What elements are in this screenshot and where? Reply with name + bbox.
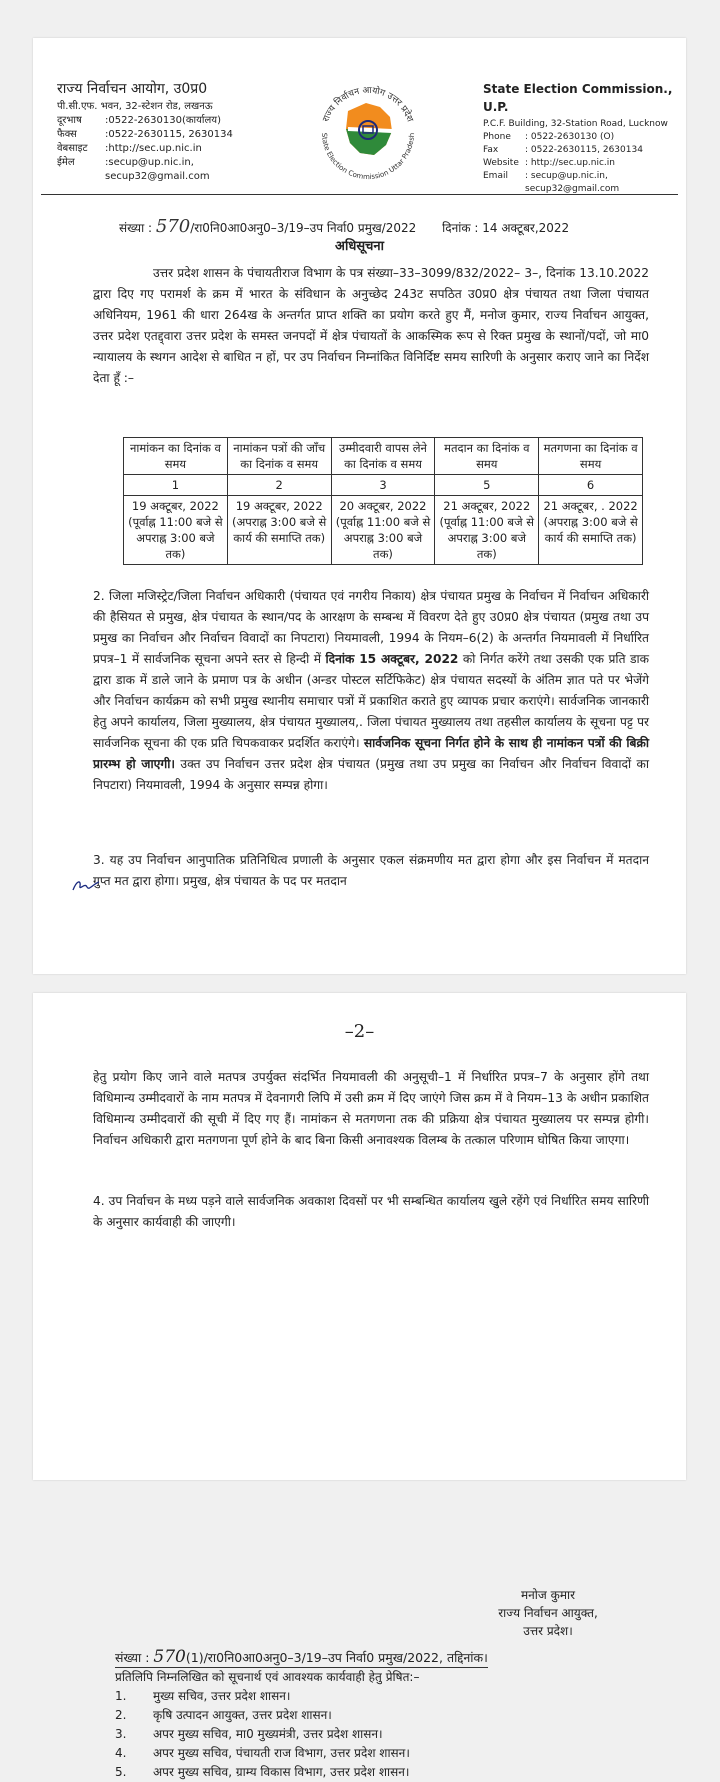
paragraph-2-bold-note: सार्वजनिक सूचना निर्गत होने के साथ ही नामांकन पत्रों की बिक्री प्रारम्भ हो जाएगी। [93,736,650,771]
ref-label: संख्या : [119,221,153,235]
list-text: अपर मुख्य सचिव, मा0 मुख्यमंत्री, उत्तर प्रदेश शासन। [153,1727,383,1741]
list-item [115,1763,410,1782]
svg-text:राज्य निर्वाचन आयोग उत्तर प्रद: राज्य निर्वाचन आयोग उत्तर प्रदेश [321,85,415,124]
paragraph-2-bold-date: दिनांक 15 अक्टूबर, 2022 [325,652,459,666]
contact-value: :http://sec.up.nic.in [105,143,202,154]
table-value-cell: 21 अक्टूबर, . 2022 (अपराह्न 3:00 बजे से कार्य की समाप्ति तक) [539,496,643,565]
contact-value: :0522-2630130(कार्यालय) [105,115,222,126]
header-divider [41,194,678,195]
contact-key: Phone [483,132,511,142]
copy-intro: प्रतिलिपि निम्नलिखित को सूचनार्थ एवं आवश्यक कार्यवाही हेतु प्रेषित:– [115,1670,420,1684]
contact-key: दूरभाष [57,115,82,126]
contact-value: secup32@gmail.com [105,171,210,182]
ref-code: (1)/रा0नि0आ0अनु0–3/19–उप निर्वा0 प्रमुख/2022, तद्दिनांक। [185,1650,488,1665]
list-number: 5. [115,1765,127,1779]
contact-value: : 0522-2630115, 2630134 [525,145,643,155]
contact-value: : secup@up.nic.in, [525,171,608,181]
list-item [115,1725,410,1744]
table-value-cell: 19 अक्टूबर, 2022 (अपराह्न 3:00 बजे से कार्य की समाप्ति तक) [227,496,331,565]
ref-code: /रा0नि0आ0अनु0–3/19–उप निर्वा0 प्रमुख/2022 [190,221,417,235]
paragraph-1: उत्तर प्रदेश शासन के पंचायतीराज विभाग के पत्र संख्या–33–3099/832/2022– 3–, दिनांक 13.10.2022 द्वारा दिए गए परामर्श के क्रम में भारत के संविधान के अनुच्छेद 243ट सपठित उ0प्र0 क्षेत्र पंचायत तथा जिला पंचायत अधिनियम, 1961 की धारा 264ख के अन्तर्गत प्राप्त शक्ति का प्रयोग करते हुए मैं, मनोज कुमार, राज्य निर्वाचन आयुक्त, उत्तर प्रदेश एतद्द्वारा उत्तर प्रदेश के समस्त जनपदों में क्षेत्र पंचायतों के आकस्मिक रूप से रिक्त प्रमुख के स्थानों/पदों, जो मा0 न्यायालय के स्थगन आदेश से बाधित न हों, पर उप निर्वाचन निम्नांकित विनिर्दिष्ट समय सारिणी के अनुसार कराए जाने का निर्देश देता हूँ :– [93,266,649,385]
contact-value: : http://sec.up.nic.in [525,158,615,168]
notice-title: अधिसूचना [335,239,384,254]
table-row [124,496,643,565]
contact-value: :secup@up.nic.in, [105,157,194,168]
table-number-cell: 2 [227,475,331,496]
contact-key: Website [483,158,519,168]
list-number: 1. [115,1689,127,1703]
commission-name-english: State Election Commission., U.P. [483,82,673,114]
table-number-cell: 6 [539,475,643,496]
table-header-cell: नामांकन पत्रों की जाँच का दिनांक व समय [227,438,331,475]
paragraph-3-continued: हेतु प्रयोग किए जाने वाले मतपत्र उपर्युक्त संदर्भित नियमावली की अनुसूची–1 में निर्धारित प्रपत्र–7 के अनुसार होंगे तथा विधिमान्य उम्मीदवारों के नाम मतपत्र में देवनागरी लिपि में उसी क्रम में दिए जाएंगे जिस क्रम में वे नियम–13 के अधीन प्रकाशित विधिमान्य उम्मीदवारों की सूची में दिए गए हैं। नामांकन से मतगणना तक की प्रक्रिया क्षेत्र पंचायत मुख्यालय पर सम्पन्न होगी। निर्वाचन अधिकारी द्वारा मतगणना पूर्ण होने के बाद बिना किसी अनावश्यक विलम्ब के तत्काल परिणाम घोषित किया जाएगा। [93,1070,649,1147]
reference-line [119,216,569,237]
address-hindi: पी.सी.एफ. भवन, 32-स्टेशन रोड, लखनऊ [57,101,213,112]
list-text: मुख्य सचिव, उत्तर प्रदेश शासन। [153,1689,291,1703]
table-value-cell: 21 अक्टूबर, 2022 (पूर्वाह्न 11:00 बजे से अपराह्न 3:00 बजे तक) [435,496,539,565]
table-value-cell: 20 अक्टूबर, 2022 (पूर्वाह्न 11:00 बजे से अपराह्न 3:00 बजे तक) [331,496,435,565]
paragraph-2-text: 2. जिला मजिस्ट्रेट/जिला निर्वाचन अधिकारी (पंचायत एवं नगरीय निकाय) क्षेत्र पंचायत प्रमुख के निर्वाचन में निर्वाचन अधिकारी की हैसियत से प्रमुख, क्षेत्र पंचायत के स्थान/पद के आरक्षण के सम्बन्ध में विवरण देते हुए उ0प्र0 क्षेत्र पंचायत (प्रमुख तथा उप प्रमुख का निर्वाचन और निर्वाचन विवादों का निपटारा) नियमावली, 1994 के नियम–6(2) के अन्तर्गत नियमावली में निर्धारित प्रपत्र–1 में सार्वजनिक सूचना अपने स्तर से हिन्दी में [93,589,649,666]
schedule-table [123,437,643,565]
list-number: 2. [115,1708,127,1722]
signatory-designation: राज्य निर्वाचन आयुक्त, [498,1606,598,1620]
letterhead-hindi [57,80,287,184]
paragraph-2-text: को निर्गत करेंगे तथा उसकी एक प्रति डाक द्वारा डाक में डाले जाने के प्रमाण पत्र के अधीन (अन्डर पोस्टल सर्टिफिकेट) क्षेत्र पंचायत सदस्यों के अंतिम ज्ञात पते पर भेजेंगे और निर्वाचन कार्यक्रम को सभी प्रमुख स्थानीय समाचार पत्रों में प्रकाशित कराते हुए व्यापक प्रचार कराएंगे। सार्वजनिक जानकारी हेतु अपने कार्यालय, जिला मुख्यालय, क्षेत्र पंचायत मुख्यालय,. जिला पंचायत मुख्यालय तथा तहसील कार्यालय के सूचना पट्ट पर सार्वजनिक सूचना की एक प्रति चिपकवाकर प्रदर्शित कराएंगे। [93,652,650,750]
list-text: अपर मुख्य सचिव, पंचायती राज विभाग, उत्तर प्रदेश शासन। [153,1746,410,1760]
contact-key [57,170,105,184]
table-header-cell: मतगणना का दिनांक व समय [539,438,643,475]
notice-date: दिनांक : 14 अक्टूबर,2022 [442,221,570,235]
contact-key: ईमेल [57,157,75,168]
election-commission-seal-icon [308,73,428,193]
table-row [124,475,643,496]
paragraph-3: 3. यह उप निर्वाचन आनुपातिक प्रतिनिधित्व प्रणाली के अनुसार एकल संक्रमणीय मत द्वारा होगा और इस निर्वाचन में मतदान गुप्त मत द्वारा होगा। प्रमुख, क्षेत्र पंचायत के पद पर मतदान [93,853,649,888]
table-row [124,438,643,475]
contact-key: Fax [483,145,499,155]
commission-name-hindi: राज्य निर्वाचन आयोग, उ0प्र0 [57,81,208,97]
contact-key: फैक्स [57,129,77,140]
contact-key: वेबसाइट [57,143,88,154]
address-english: P.C.F. Building, 32-Station Road, Lucknow [483,119,668,129]
paragraph-2 [93,586,649,796]
table-header-cell: उम्मीदवारी वापस लेने का दिनांक व समय [331,438,435,475]
list-number: 4. [115,1746,127,1760]
list-text: कृषि उत्पादन आयुक्त, उत्तर प्रदेश शासन। [153,1708,332,1722]
table-number-cell: 5 [435,475,539,496]
table-value-cell: 19 अक्टूबर, 2022 (पूर्वाह्न 11:00 बजे से अपराह्न 3:00 बजे तक) [124,496,228,565]
list-item [115,1706,410,1725]
paragraph-2-text: उक्त उप निर्वाचन उत्तर प्रदेश क्षेत्र पंचायत (प्रमुख तथा उप प्रमुख का निर्वाचन और निर्वाचन विवादों का निपटारा) नियमावली, 1994 के अनुसार सम्पन्न होगा। [93,757,650,792]
list-number: 3. [115,1727,127,1741]
document-page-2 [33,993,686,1779]
initials-signature-icon [71,878,101,894]
ref-number: 570 [155,216,191,237]
list-text: अपर मुख्य सचिव, ग्राम्य विकास विभाग, उत्तर प्रदेश शासन। [153,1765,410,1779]
list-item [115,1744,410,1763]
ref-label: संख्या : [115,1650,150,1665]
table-header-cell: मतदान का दिनांक व समय [435,438,539,475]
table-number-cell: 3 [331,475,435,496]
contact-value: secup32@gmail.com [525,184,620,194]
signatory-state: उत्तर प्रदेश। [523,1624,573,1638]
paragraph-4: 4. उप निर्वाचन के मध्य पड़ने वाले सार्वजनिक अवकाश दिवसों पर भी सम्बन्धित कार्यालय खुले रहेंगे एवं निर्धारित समय सारिणी के अनुसार कार्यवाही की जाएगी। [93,1194,649,1229]
signature-block [473,1586,623,1640]
contact-value: : 0522-2630130 (O) [525,132,615,142]
contact-key: Email [483,171,508,181]
page-number: –2– [344,1021,375,1042]
list-item [115,1687,410,1706]
copy-recipient-list [115,1687,410,1782]
svg-text:State Election Commission Utta: State Election Commission Uttar Pradesh [319,132,417,182]
contact-value: :0522-2630115, 2630134 [105,129,233,140]
document-page-1 [33,38,686,974]
table-header-cell: नामांकन का दिनांक व समय [124,438,228,475]
letterhead-english [483,80,683,196]
table-number-cell: 1 [124,475,228,496]
copy-reference-line [115,1647,488,1668]
signatory-name: मनोज कुमार [520,1588,576,1602]
ref-number: 570 [153,1647,186,1667]
